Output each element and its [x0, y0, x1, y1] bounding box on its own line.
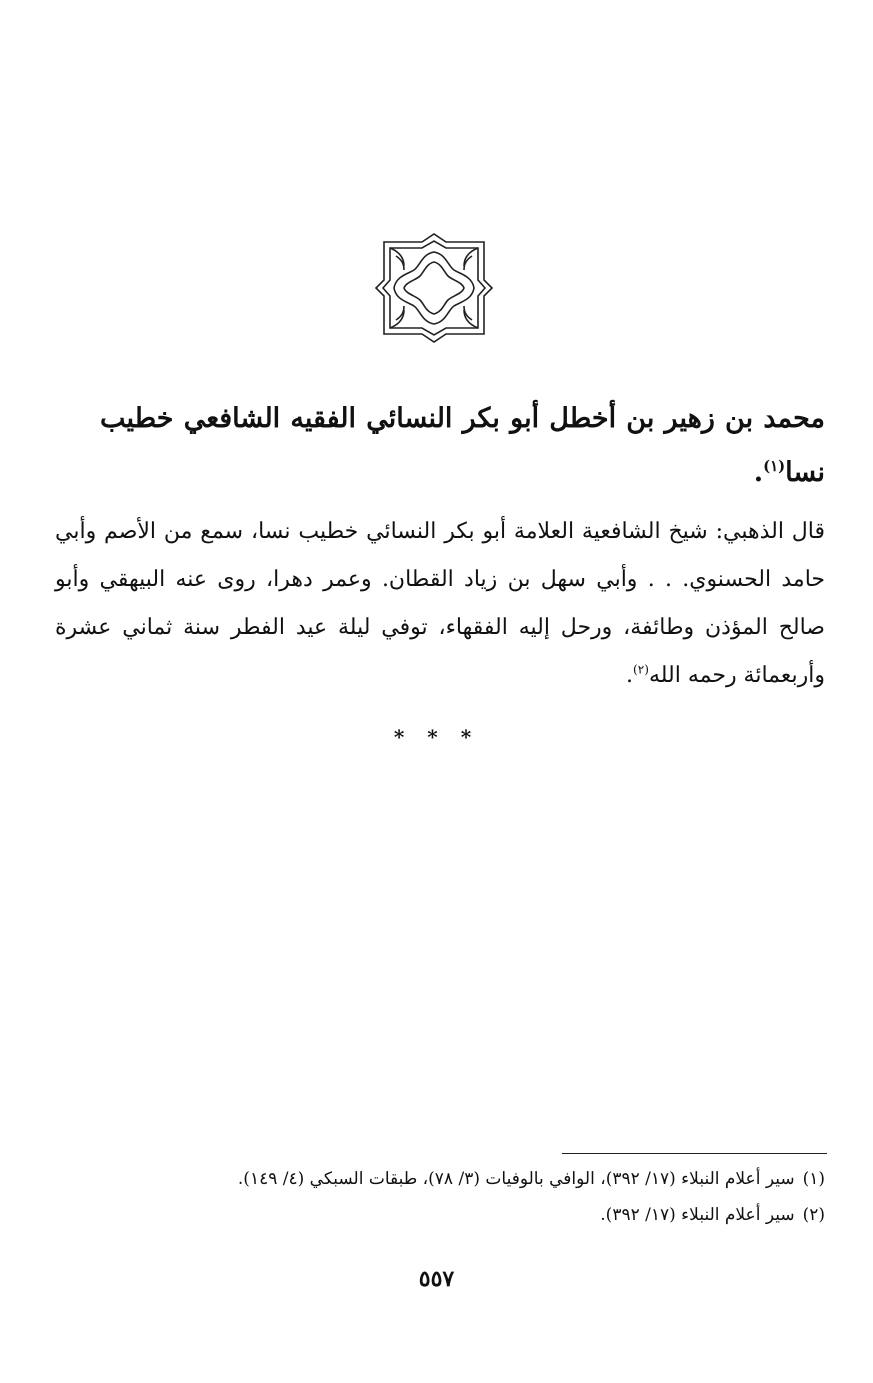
body-text: قال الذهبي: شيخ الشافعية العلامة أبو بكر النسائي خطيب نسا، سمع من الأصم وأبي حامد الحسنوي. . . وأبي سهل بن زياد القطان. وعمر دهرا، روى عنه البيهقي وأبو صالح المؤذن وطائفة، ورحل إليه الفقهاء، توفي ليلة عيد الفطر سنة ثماني عشرة وأربعمائة رحمه الله	[55, 519, 825, 688]
entry-heading	[100, 392, 825, 500]
floral-ornament-icon	[374, 232, 494, 344]
page-number: ٥٥٧	[418, 1266, 455, 1292]
footnotes	[60, 1161, 825, 1233]
heading-text: محمد بن زهير بن أخطل أبو بكر النسائي الفقيه الشافعي خطيب نسا	[100, 403, 825, 488]
heading-end: .	[753, 457, 764, 488]
footnote-text: سير أعلام النبلاء (١٧/ ٣٩٢).	[600, 1205, 795, 1225]
footnote-text: سير أعلام النبلاء (١٧/ ٣٩٢)، الوافي بالوفيات (٣/ ٧٨)، طبقات السبكي (٤/ ١٤٩).	[237, 1169, 795, 1189]
footnote-number: (١)	[802, 1169, 825, 1189]
footnote-ref-2[interactable]: (٢)	[633, 662, 649, 677]
footnote-ref-1[interactable]: (١)	[763, 457, 786, 475]
body-end: .	[626, 663, 633, 688]
footnote-1	[60, 1161, 825, 1197]
footnote-number: (٢)	[802, 1205, 825, 1225]
footnote-divider	[562, 1153, 827, 1154]
entry-body	[55, 508, 825, 700]
footnote-2	[60, 1197, 825, 1233]
section-separator: * * *	[393, 725, 480, 749]
